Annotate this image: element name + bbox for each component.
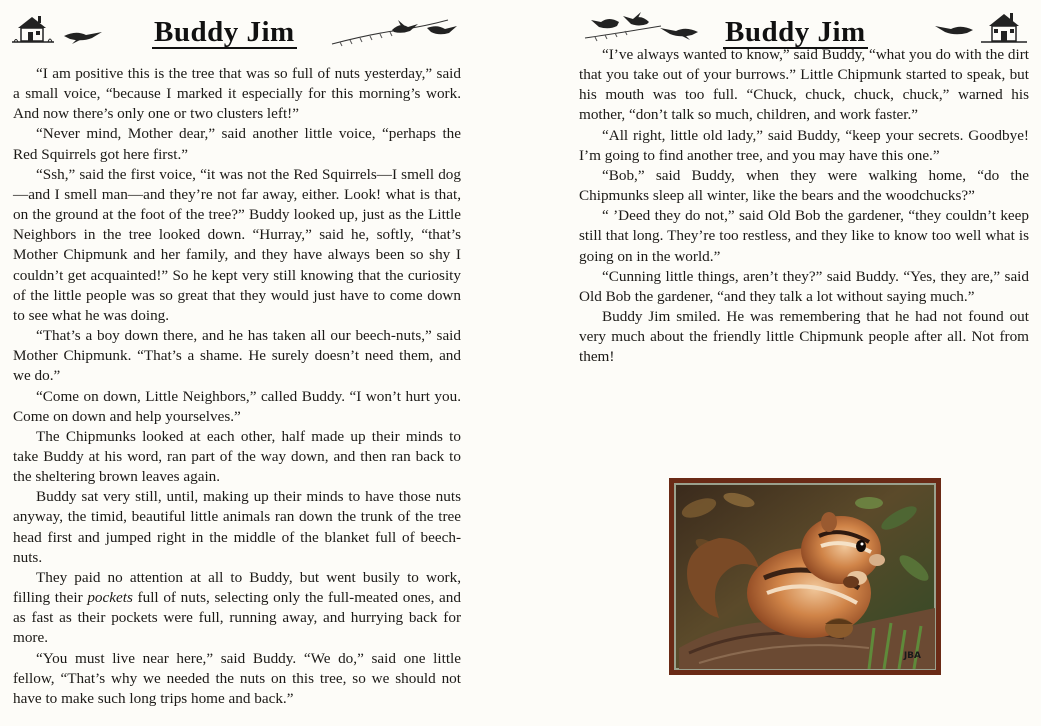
bird-icon xyxy=(62,28,106,46)
bird-icon xyxy=(589,14,621,36)
italic-word: pockets xyxy=(87,589,133,607)
left-page xyxy=(0,0,520,726)
paragraph: Buddy sat very still, until, making up their minds to have those nuts anyway, the timid, beautiful little animals ran down the trunk of the tree head first and jumped right in the middle of the blanket full of beech-nuts. xyxy=(13,488,461,566)
right-body-text xyxy=(579,45,1029,368)
paragraph: “Ssh,” said the first voice, “it was not the Red Squirrels—I smell dog—and I smell man—and they’re not far away, either. Look! what is that, on the ground at the foot of the tree?” Buddy looked up, just as the Little Neighbors in the tree looked down. “Hurray,” said he, softly, “that’s Mother Chipmunk and her family, and they have always been so shy I couldn’t get acquainted!” So he kept very still knowing that the curiosity of the little people was so great that they would just have to come down to see what he was doing. xyxy=(13,165,461,324)
left-body-text xyxy=(13,64,461,709)
paragraph: “You must live near here,” said Buddy. “We do,” said one little fellow, “That’s why we needed the nuts on this tree, so we should not have to make such long trips home and back.” xyxy=(13,649,461,707)
bird-icon xyxy=(390,18,420,38)
text-run: They paid no attention at all to Buddy, but went busily to work, filling their xyxy=(13,568,461,607)
chipmunk-painting xyxy=(669,478,941,675)
page-title: Buddy Jim xyxy=(154,16,295,48)
paragraph: “All right, little old lady,” said Buddy, “keep your secrets. Goodbye! I’m going to find another tree, and you may have this one.” xyxy=(579,126,1029,164)
text-run: full of nuts, selecting only the full-meated ones, and as fast as their pockets were full, running away, and hurrying back for more. xyxy=(13,589,461,647)
paragraph: Buddy Jim smiled. He was remembering that he had not found out very much about the friendly little Chipmunk people after all. Not from them! xyxy=(579,308,1029,366)
chipmunk-illustration xyxy=(669,478,941,675)
bird-icon xyxy=(656,24,700,42)
paragraph: “I’ve always wanted to know,” said Buddy, “what you do with the dirt that you take out of your burrows.” Little Chipmunk started to speak, but his mouth was too full. “Chuck, chuck, chuck, chuck,” warned his mother, “don’t talk so much, children, and work faster.” xyxy=(579,46,1029,124)
right-page xyxy=(521,0,1041,726)
bird-icon xyxy=(931,22,975,40)
paragraph: “Bob,” said Buddy, when they were walking home, “do the Chipmunks sleep all winter, like the bears and the woodchucks?” xyxy=(579,166,1029,205)
left-header xyxy=(0,8,520,52)
page-title: Buddy Jim xyxy=(725,16,866,48)
house-icon xyxy=(10,8,56,48)
house-icon xyxy=(979,8,1029,48)
paragraph: “I am positive this is the tree that was so full of nuts yesterday,” said a small voice, “because I marked it especially for this morning’s work. And now there’s only one or two clusters left!” xyxy=(13,65,461,123)
paragraph: “ ’Deed they do not,” said Old Bob the gardener, “they couldn’t keep still that long. They’re too restless, and they like to know too well what is going on in the world.” xyxy=(579,207,1029,265)
paragraph: “Come on down, Little Neighbors,” called Buddy. “I won’t hurt you. Come on down and help yourselves.” xyxy=(13,387,461,425)
paragraph: “Cunning little things, aren’t they?” said Buddy. “Yes, they are,” said Old Bob the gardener, “and they talk a lot without saying much.” xyxy=(579,267,1029,305)
paragraph: “That’s a boy down there, and he has taken all our beech-nuts,” said Mother Chipmunk. “That’s a shame. He surely doesn’t need them, and we do.” xyxy=(13,327,461,385)
paragraph xyxy=(13,568,461,649)
artist-signature: JBA xyxy=(903,651,921,661)
bird-icon xyxy=(425,22,459,40)
bird-icon xyxy=(621,10,651,32)
paragraph: The Chipmunks looked at each other, half made up their minds to take Buddy at his word, ran part of the way down, and then ran back to the sheltering brown leaves again. xyxy=(13,427,461,486)
paragraph: “Never mind, Mother dear,” said another little voice, “perhaps the Red Squirrels got here first.” xyxy=(13,125,461,163)
